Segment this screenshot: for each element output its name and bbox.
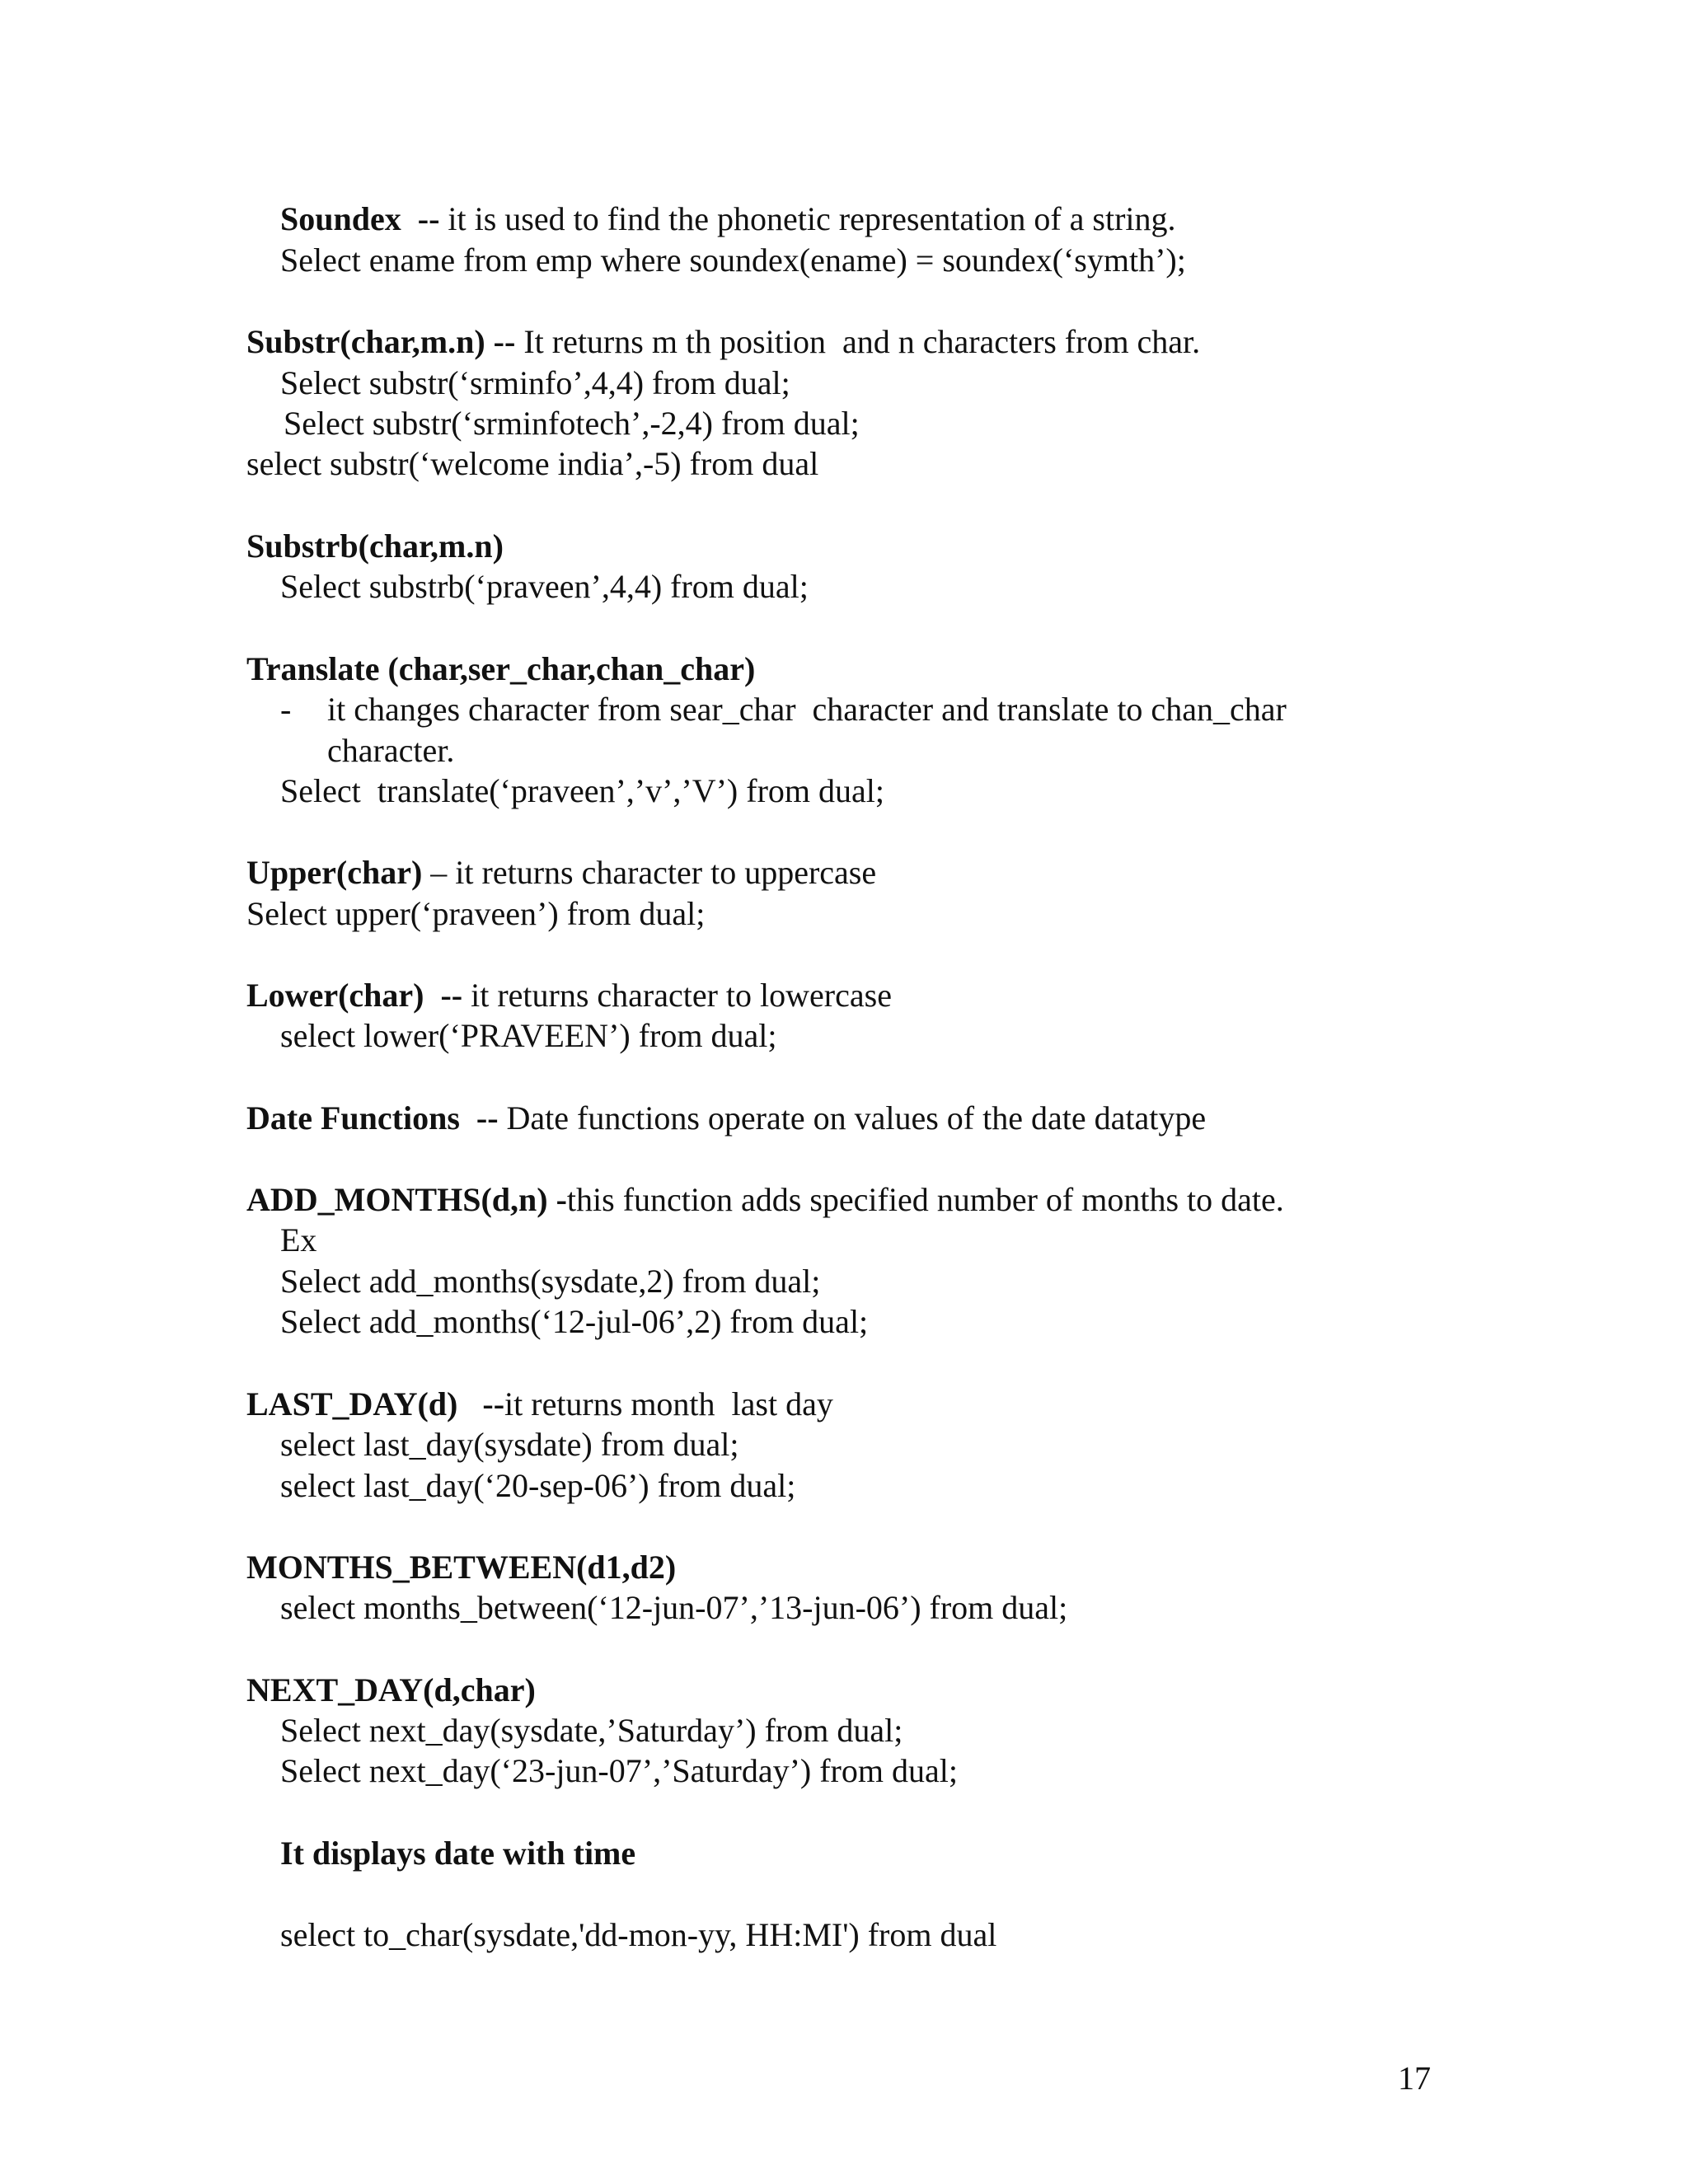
translate-heading: Translate (char,ser_char,chan_char) (246, 650, 756, 687)
date-functions-separator: -- (459, 1099, 507, 1137)
add-months-heading-line (246, 1183, 1284, 1216)
add-months-ex-label: Ex (280, 1221, 317, 1258)
substr-example-3: select substr(‘welcome india’,-5) from dual (246, 445, 819, 482)
substr-example-1: Select substr(‘srminfo’,4,4) from dual; (280, 364, 790, 401)
last-day-separator: -- (457, 1385, 505, 1422)
upper-example: Select upper(‘praveen’) from dual; (246, 895, 706, 932)
translate-example: Select translate(‘praveen’,’v’,’V’) from dual; (280, 772, 884, 809)
soundex-heading-line (280, 200, 1176, 237)
months-between-heading: MONTHS_BETWEEN(d1,d2) (246, 1549, 677, 1586)
add-months-description: this function adds specified number of months to date. (566, 1181, 1284, 1218)
soundex-description: it is used to find the phonetic representation of a string. (448, 200, 1176, 237)
last-day-heading: LAST_DAY(d) (246, 1385, 458, 1422)
substr-heading-line (246, 323, 1201, 360)
last-day-example-2: select last_day(‘20-sep-06’) from dual; (280, 1467, 796, 1504)
last-day-heading-line (246, 1385, 833, 1422)
last-day-description: it returns month last day (504, 1385, 833, 1422)
add-months-example-2: Select add_months(‘12-jul-06’,2) from dual; (280, 1303, 869, 1340)
lower-description: it returns character to lowercase (471, 977, 892, 1014)
upper-heading-line (246, 856, 876, 889)
lower-heading: Lower(char) (246, 977, 424, 1014)
translate-description-2: character. (327, 732, 455, 769)
lower-heading-line (246, 979, 892, 1012)
translate-description-1: it changes character from sear_char character and translate to chan_char (327, 691, 1287, 728)
add-months-heading: ADD_MONTHS(d,n) (246, 1181, 548, 1218)
date-functions-description: Date functions operate on values of the date datatype (506, 1099, 1207, 1137)
next-day-heading: NEXT_DAY(d,char) (246, 1671, 536, 1708)
page-number: 17 (1398, 2060, 1431, 2097)
substr-description: It returns m th position and n characters from char. (523, 323, 1201, 360)
lower-separator: -- (424, 977, 471, 1014)
next-day-example-2: Select next_day(‘23-jun-07’,’Saturday’) from dual; (280, 1752, 958, 1789)
substrb-heading: Substrb(char,m.n) (246, 527, 504, 565)
substr-separator: -- (485, 323, 524, 360)
substr-heading: Substr(char,m.n) (246, 323, 485, 360)
months-between-example: select months_between(‘12-jun-07’,’13-jun-06’) from dual; (280, 1589, 1068, 1626)
lower-example: select lower(‘PRAVEEN’) from dual; (280, 1017, 777, 1054)
substrb-example: Select substrb(‘praveen’,4,4) from dual; (280, 568, 809, 605)
date-time-example: select to_char(sysdate,'dd-mon-yy, HH:MI') from dual (280, 1916, 997, 1953)
substr-example-2: Select substr(‘srminfotech’,-2,4) from dual; (284, 405, 860, 442)
soundex-separator: -- (401, 200, 448, 237)
add-months-separator: - (547, 1181, 567, 1218)
add-months-example-1: Select add_months(sysdate,2) from dual; (280, 1263, 821, 1300)
next-day-example-1: Select next_day(sysdate,’Saturday’) from dual; (280, 1712, 903, 1749)
date-functions-heading: Date Functions (246, 1099, 460, 1137)
last-day-example-1: select last_day(sysdate) from dual; (280, 1426, 739, 1463)
upper-description: – it returns character to uppercase (422, 854, 877, 891)
upper-heading: Upper(char) (246, 854, 423, 891)
soundex-example: Select ename from emp where soundex(ename) = soundex(‘symth’); (280, 241, 1186, 279)
date-functions-line (246, 1099, 1207, 1137)
soundex-heading: Soundex (280, 200, 401, 237)
translate-bullet: - (280, 691, 292, 728)
date-time-heading: It displays date with time (280, 1835, 636, 1872)
